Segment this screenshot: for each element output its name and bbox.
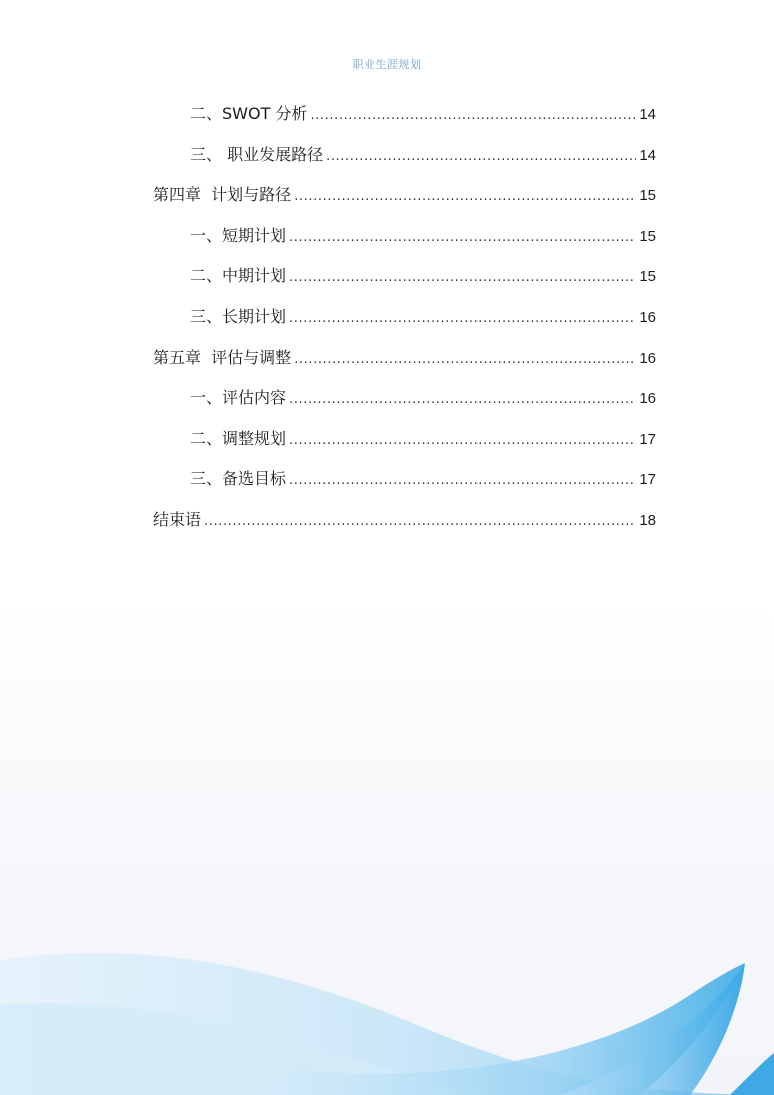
toc-entry-page: 17 xyxy=(639,430,656,448)
toc-entry[interactable] xyxy=(153,223,656,264)
toc-leader-dots xyxy=(294,184,636,210)
toc-entry-label: 一、评估内容 xyxy=(190,388,287,408)
toc-entry[interactable] xyxy=(153,142,656,183)
toc-entry-label: 三、 职业发展路径 xyxy=(190,144,324,164)
toc-entry-page: 16 xyxy=(639,390,656,408)
toc-leader-dots xyxy=(289,225,636,251)
toc-entry-page: 14 xyxy=(639,106,656,123)
toc-entry-page: 16 xyxy=(639,349,656,367)
toc-entry[interactable] xyxy=(153,101,656,142)
toc-chapter-entry[interactable] xyxy=(153,507,656,548)
toc-entry-page: 15 xyxy=(639,187,656,205)
toc-leader-dots xyxy=(289,306,636,332)
toc-leader-dots xyxy=(289,265,636,291)
toc-entry[interactable] xyxy=(153,263,656,304)
toc-entry-label: 第五章 评估与调整 xyxy=(153,347,292,367)
toc-entry-page: 18 xyxy=(639,511,656,529)
toc-entry-page: 14 xyxy=(639,146,656,164)
toc-entry-page: 15 xyxy=(639,268,656,286)
toc-entry-label: 三、备选目标 xyxy=(190,469,287,489)
toc-entry-label: 二、SWOT 分析 xyxy=(190,104,308,123)
toc-entry-label: 三、长期计划 xyxy=(190,306,287,326)
toc-entry[interactable] xyxy=(153,426,656,467)
toc-chapter-entry[interactable] xyxy=(153,345,656,386)
toc-entry-label: 第四章 计划与路径 xyxy=(153,185,292,205)
decorative-wave xyxy=(0,935,774,1095)
wave-corner xyxy=(730,1053,774,1095)
toc-leader-dots xyxy=(310,103,636,129)
toc-entry[interactable] xyxy=(153,385,656,426)
toc-entry-label: 结束语 xyxy=(153,509,202,529)
toc-entry-page: 17 xyxy=(639,471,656,489)
toc-entry-label: 二、调整规划 xyxy=(190,428,287,448)
toc-entry-label: 二、中期计划 xyxy=(190,266,287,286)
toc-leader-dots xyxy=(289,387,636,413)
toc-entry-page: 16 xyxy=(639,308,656,326)
toc-entry-page: 15 xyxy=(639,227,656,245)
toc-leader-dots xyxy=(289,428,636,454)
page-header: 职业生涯规划 xyxy=(352,58,422,71)
toc-leader-dots xyxy=(204,509,636,535)
toc-leader-dots xyxy=(289,468,636,494)
table-of-contents xyxy=(153,101,656,548)
toc-chapter-entry[interactable] xyxy=(153,182,656,223)
toc-leader-dots xyxy=(326,144,636,170)
toc-entry[interactable] xyxy=(153,304,656,345)
toc-leader-dots xyxy=(294,347,636,373)
toc-entry-label: 一、短期计划 xyxy=(190,225,287,245)
toc-entry[interactable] xyxy=(153,466,656,507)
